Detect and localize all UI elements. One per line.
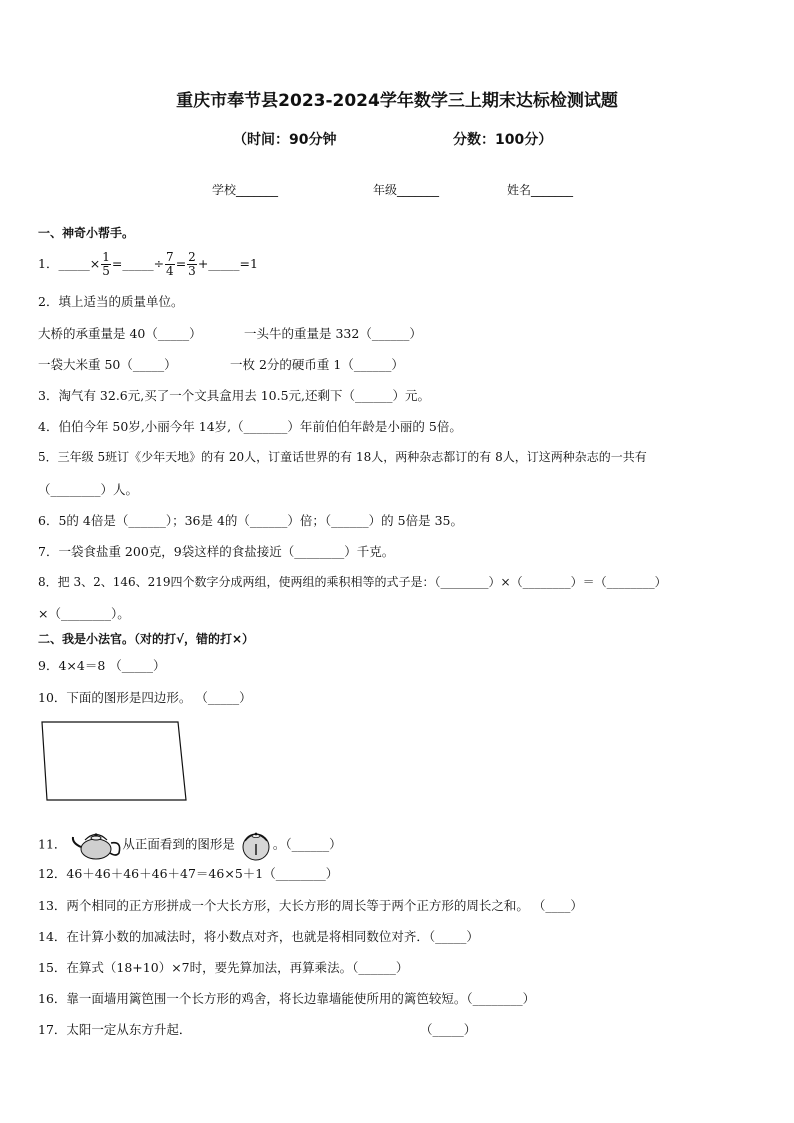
question-8-line-1: 8．把 3、2、146、219四个数字分成两组，使两组的乘积相等的式子是：（________）×（________）＝（________） xyxy=(38,575,667,589)
question-13: 13．两个相同的正方形拼成一个大长方形，大长方形的周长等于两个正方形的周长之和。 （____） xyxy=(38,898,583,913)
question-9: 9．4×4＝8 （_____） xyxy=(38,658,166,673)
section-2-heading: 二、我是小法官。（对的打√，错的打×） xyxy=(38,632,255,646)
question-12: 12．46＋46＋46＋46＋47＝46×5＋1（________） xyxy=(38,866,339,881)
name-field: 姓名_______ xyxy=(507,183,574,197)
fraction-denominator: 5 xyxy=(102,264,110,278)
question-17: 17．太阳一定从东方升起． xyxy=(38,1022,192,1037)
question-5-line-1: 5．三年级 5班订《少年天地》的有 20人，订童话世界的有 18人，两种杂志都订的有 8人，订这两种杂志的一共有 xyxy=(38,450,647,464)
teapot-side-view-icon xyxy=(70,829,122,861)
question-2b: 一头牛的重量是 332（______） xyxy=(244,326,422,341)
q1-equals-1: = xyxy=(111,256,123,271)
q1-blank-c: _____ xyxy=(208,256,240,271)
q11-end: 。（______） xyxy=(272,836,342,852)
question-17-blank: （_____） xyxy=(420,1022,477,1037)
q1-divide: ÷ xyxy=(153,256,165,271)
q1-plus: + xyxy=(197,256,209,271)
question-2d: 一枚 2分的硬币重 1（______） xyxy=(230,357,404,372)
q11-mid: 从正面看到的图形是 xyxy=(122,836,235,852)
school-field: 学校_______ xyxy=(212,183,279,197)
question-2a: 大桥的承重量是 40（_____） xyxy=(38,326,202,341)
question-11 xyxy=(38,828,342,862)
fraction-denominator: 3 xyxy=(188,264,196,278)
score-label: 分数：100分） xyxy=(453,132,553,148)
page-title: 重庆市奉节县2023-2024学年数学三上期末达标检测试题 xyxy=(176,91,618,111)
fraction-numerator: 1 xyxy=(102,250,110,264)
question-7: 7．一袋食盐重 200克，9袋这样的食盐接近（________）千克。 xyxy=(38,544,395,559)
question-3: 3．淘气有 32.6元,买了一个文具盒用去 10.5元,还剩下（______）元。 xyxy=(38,388,431,403)
q1-fraction-1 xyxy=(101,251,111,278)
q1-blank-b: _____ xyxy=(122,256,154,271)
question-6: 6．5的 4倍是（______）；36是 4的（______）倍；（______）的 5倍是 35。 xyxy=(38,513,463,528)
q1-fraction-3 xyxy=(187,251,197,278)
question-15: 15．在算式（18+10）×7时，要先算加法，再算乘法。（______） xyxy=(38,960,409,975)
fraction-numerator: 7 xyxy=(166,250,174,264)
question-2c: 一袋大米重 50（_____） xyxy=(38,357,177,372)
q1-number: 1． xyxy=(38,256,59,271)
fraction-denominator: 4 xyxy=(166,264,174,278)
time-label: （时间：90分钟 xyxy=(233,132,337,148)
q1-fraction-2 xyxy=(165,251,175,278)
question-5-line-2: （________）人。 xyxy=(38,482,139,497)
question-1 xyxy=(38,251,258,278)
fraction-numerator: 2 xyxy=(188,250,196,264)
q1-blank-a: _____ xyxy=(58,256,90,271)
q1-end: =1 xyxy=(239,256,258,271)
question-10: 10．下面的图形是四边形。 （_____） xyxy=(38,690,252,705)
question-4: 4．伯伯今年 50岁,小丽今年 14岁,（_______）年前伯伯年龄是小丽的 5倍。 xyxy=(38,419,462,434)
q1-times: × xyxy=(89,256,101,271)
quadrilateral-figure xyxy=(38,718,192,806)
section-1-heading: 一、神奇小帮手。 xyxy=(38,226,135,240)
teapot-front-view-icon xyxy=(239,828,273,862)
question-2: 2．填上适当的质量单位。 xyxy=(38,294,184,309)
q1-equals-2: = xyxy=(175,256,187,271)
question-16: 16．靠一面墙用篱笆围一个长方形的鸡舍，将长边靠墙能使所用的篱笆较短。（________） xyxy=(38,991,536,1006)
question-8-line-2: ×（________）。 xyxy=(38,606,130,621)
question-14: 14．在计算小数的加减法时，将小数点对齐，也就是将相同数位对齐．（_____） xyxy=(38,929,479,944)
q11-number: 11． xyxy=(38,836,67,852)
grade-field: 年级_______ xyxy=(373,183,440,197)
